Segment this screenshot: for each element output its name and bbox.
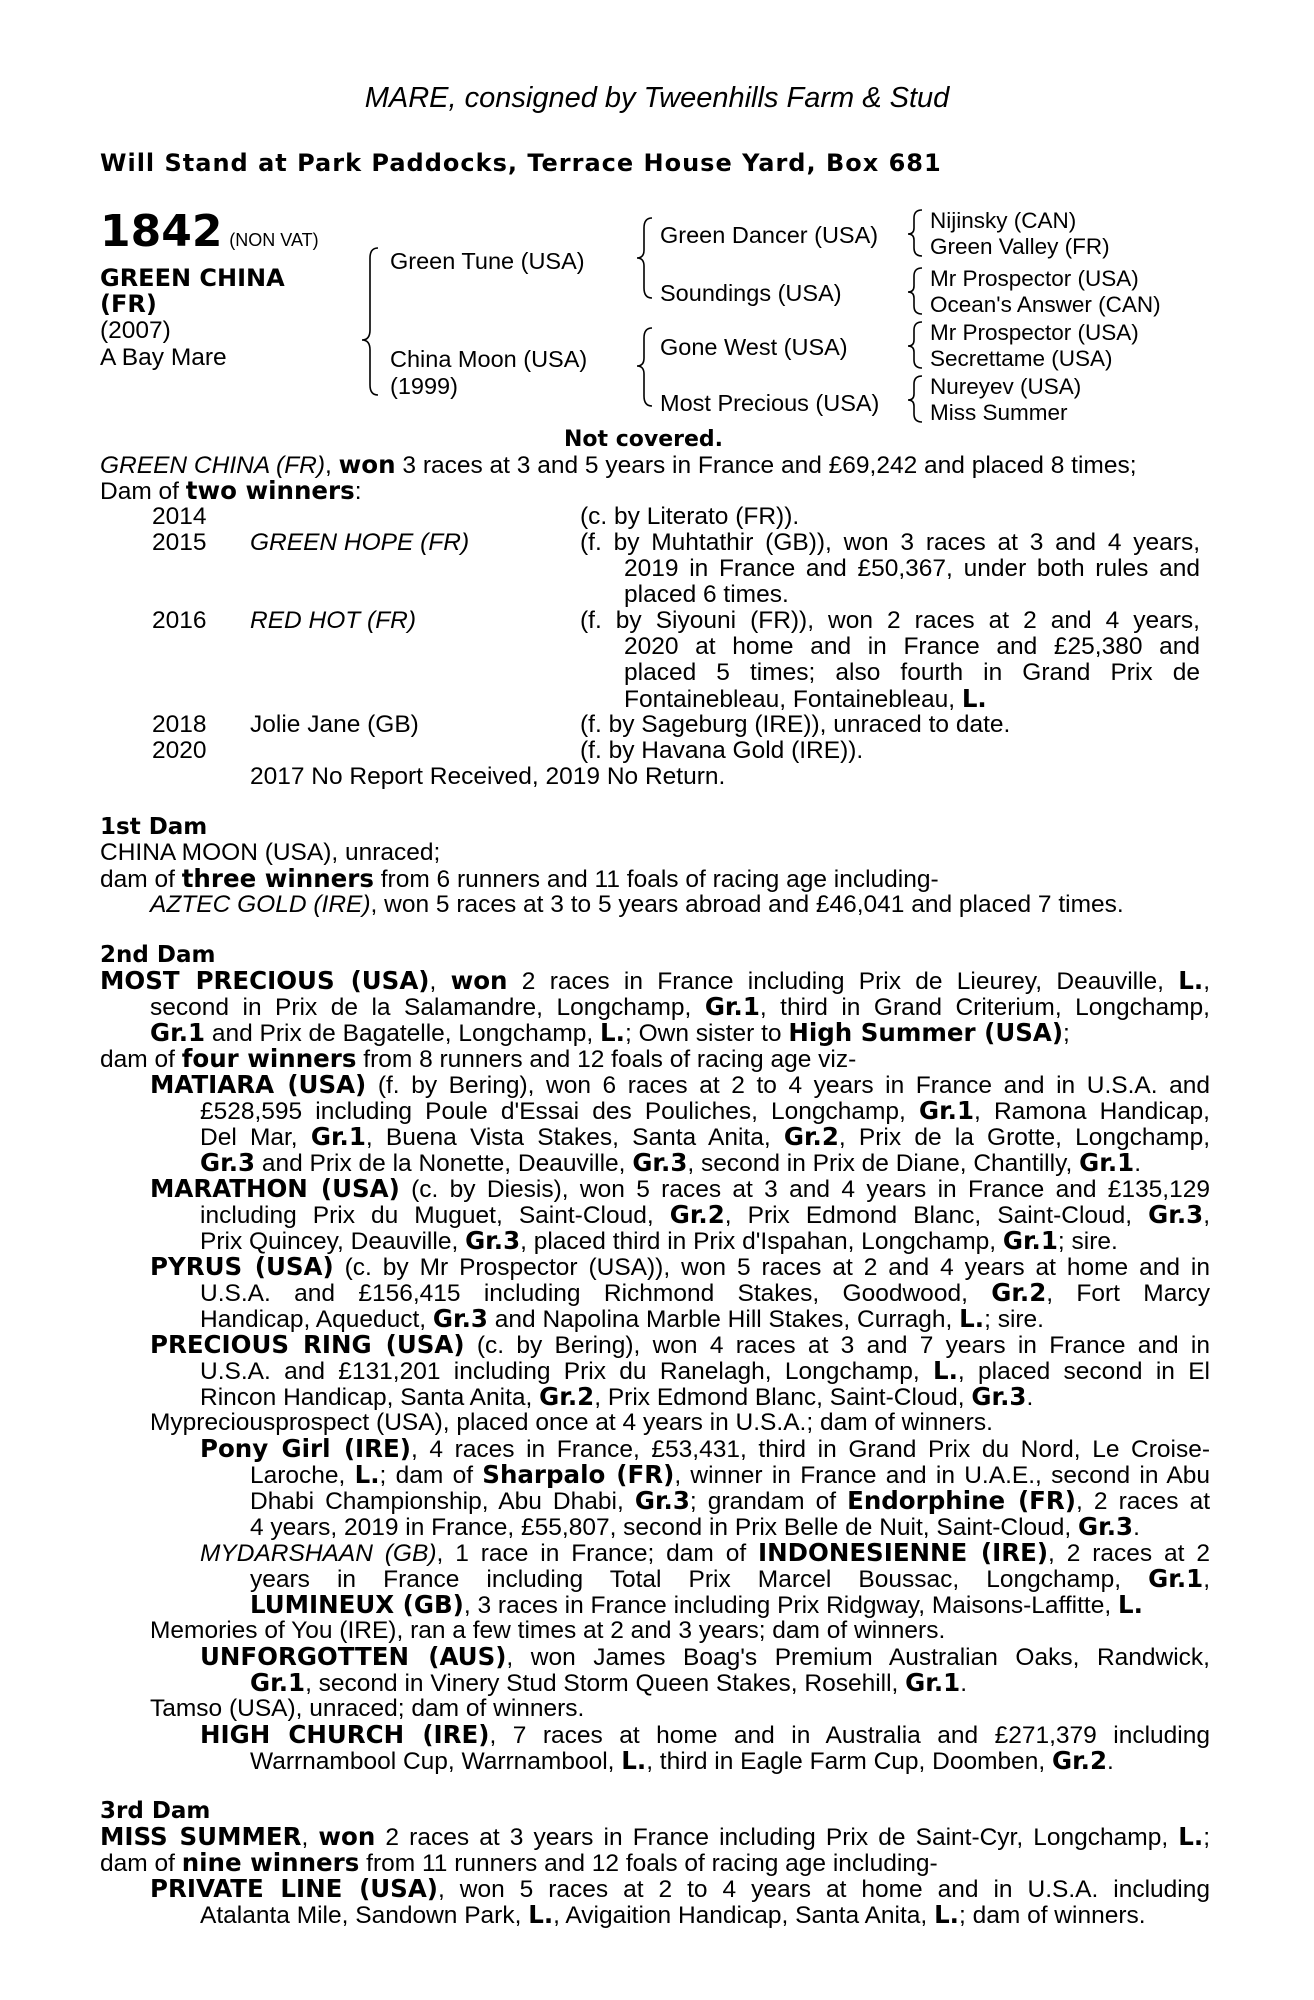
text: , third in Eagle Farm Cup, Doomben, — [646, 1748, 1052, 1775]
produce-record: placed 5 times; also fourth in Grand Prix de — [624, 659, 1200, 686]
text: ; sire. — [1057, 1228, 1118, 1255]
second-dam-line — [100, 1046, 856, 1073]
produce-record: (c. by Literato (FR)). — [580, 503, 800, 530]
race-grade: L. — [934, 1900, 959, 1929]
text: , Prix de la Grotte, Longchamp, — [838, 1124, 1210, 1151]
text: . — [960, 1670, 968, 1697]
first-dam-line — [150, 892, 1124, 918]
text: : — [354, 478, 362, 505]
text: , Prix Edmond Blanc, Saint-Cloud, — [594, 1384, 972, 1411]
text: , Fort Marcy — [1046, 1280, 1210, 1307]
race-grade: Gr.3 — [1078, 1512, 1134, 1541]
text: Fontainebleau, Fontainebleau, — [624, 686, 962, 713]
produce-entry-private-line — [200, 1902, 1146, 1929]
text: , won 5 races at 2 to 4 years at home and in U.S.A. including — [437, 1876, 1210, 1903]
text: and Napolina Marble Hill Stakes, Curragh, — [487, 1306, 960, 1333]
text: (c. by Diesis), won 5 races at 3 and 4 years in France and £135,129 — [399, 1176, 1210, 1203]
produce-entry-marathon — [150, 1176, 1210, 1203]
produce-entry-pyrus — [200, 1280, 1210, 1307]
text: from 6 runners and 11 foals of racing age including- — [373, 866, 939, 893]
horse-name: HIGH CHURCH (IRE) — [200, 1720, 490, 1749]
text: , — [429, 968, 451, 995]
dam-dam: Most Precious (USA) — [660, 390, 880, 416]
sire-sire: Green Dancer (USA) — [660, 222, 879, 248]
text: ; sire. — [984, 1306, 1044, 1333]
race-grade: L. — [933, 1356, 958, 1385]
grandsire-4: Ocean's Answer (CAN) — [930, 292, 1161, 317]
text: , placed second in El — [957, 1358, 1210, 1385]
text: , Buena Vista Stakes, Santa Anita, — [365, 1124, 784, 1151]
race-grade: Gr.2 — [991, 1278, 1047, 1307]
text: , 4 races in France, £53,431, third in Grand Prix du Nord, Le Croise- — [410, 1436, 1210, 1463]
horse-name: PRIVATE LINE (USA) — [150, 1874, 438, 1903]
text: ; dam of winners. — [958, 1902, 1146, 1929]
text: . — [1134, 1150, 1141, 1177]
race-grade: Gr.1 — [1079, 1148, 1135, 1177]
horse-name-line1: GREEN CHINA — [100, 264, 285, 292]
horse-name: INDONESIENNE (IRE) — [758, 1538, 1049, 1567]
text: , 3 races in France including Prix Ridgway, Maisons-Laffitte, — [463, 1592, 1118, 1619]
won-label: won — [318, 1822, 376, 1851]
winners-count: three winners — [181, 864, 374, 893]
text: (c. by Bering), won 4 races at 3 and 7 years in France and in — [464, 1332, 1210, 1359]
text: , — [1203, 1566, 1210, 1593]
produce-record: (f. by Muhtathir (GB)), won 3 races at 3 and 4 years, — [580, 529, 1200, 556]
text: ; dam of — [379, 1462, 483, 1489]
text: Laroche, — [250, 1462, 355, 1489]
produce-year: 2015 — [152, 529, 207, 556]
horse-name-line2: (FR) — [100, 290, 157, 318]
winners-count: nine winners — [181, 1848, 360, 1877]
produce-entry-pyrus — [200, 1306, 1044, 1333]
dam-sire: Gone West (USA) — [660, 334, 848, 360]
produce-record: 2020 at home and in France and £25,380 and — [624, 633, 1200, 660]
text: , — [301, 1824, 319, 1851]
produce-entry-unforgotten — [250, 1670, 967, 1697]
produce-entry-matiara — [200, 1124, 1210, 1151]
produce-record: (f. by Sageburg (IRE)), unraced to date. — [580, 711, 1011, 738]
produce-record: (f. by Havana Gold (IRE)). — [580, 737, 864, 764]
horse-name: Endorphine (FR) — [847, 1486, 1076, 1515]
text: , Ramona Handicap, — [974, 1098, 1210, 1125]
horse-name: MATIARA (USA) — [150, 1070, 367, 1099]
sire-dam: Soundings (USA) — [660, 280, 842, 306]
text: Atalanta Mile, Sandown Park, — [200, 1902, 529, 1929]
race-grade: Gr.2 — [783, 1122, 839, 1151]
produce-entry-mypreciousprospect: Mypreciousprospect (USA), placed once at 4 years in U.S.A.; dam of winners. — [150, 1409, 993, 1436]
text: , 1 race in France; dam of — [436, 1540, 759, 1567]
text: from 11 runners and 12 foals of racing age including- — [359, 1850, 938, 1877]
text: , 2 races at — [1075, 1488, 1210, 1515]
race-grade: Gr.1 — [1148, 1564, 1204, 1593]
consignment-line: MARE, consigned by Tweenhills Farm & Stud — [364, 82, 950, 114]
text: Dam of — [100, 478, 186, 505]
text: , won 5 races at 3 to 5 years abroad and £46,041 and placed 7 times. — [370, 891, 1124, 918]
text: including Prix du Muguet, Saint-Cloud, — [200, 1202, 670, 1229]
third-dam-line — [100, 1824, 1210, 1851]
produce-name: Jolie Jane (GB) — [250, 711, 419, 738]
grandsire-1: Nijinsky (CAN) — [930, 208, 1077, 233]
produce-name: GREEN HOPE (FR) — [250, 529, 470, 556]
race-grade: Gr.1 — [150, 1018, 206, 1047]
produce-entry-mydarshaan — [250, 1566, 1210, 1593]
mare-record-line1: GREEN CHINA (FR), won 3 races at 3 and 5 years in France and £69,242 and placed 8 times; — [100, 450, 1137, 479]
text: U.S.A. and £131,201 including Prix du Ranelagh, Longchamp, — [200, 1358, 933, 1385]
dam-year: (1999) — [390, 373, 458, 399]
race-grade: L. — [959, 1304, 985, 1333]
race-grade: Gr.3 — [465, 1226, 521, 1255]
pedigree-brackets — [0, 0, 1314, 440]
produce-year: 2018 — [152, 711, 207, 738]
produce-entry-matiara — [200, 1098, 1210, 1125]
race-grade: L. — [1178, 1822, 1204, 1851]
text: dam of — [100, 1046, 182, 1073]
horse-name: MYDARSHAAN (GB) — [200, 1540, 437, 1567]
second-dam-line — [150, 1020, 1070, 1047]
grandsire-7: Nureyev (USA) — [930, 374, 1082, 399]
location-line: Will Stand at Park Paddocks, Terrace House Yard, Box 681 — [100, 149, 942, 177]
horse-name: PRECIOUS RING (USA) — [150, 1330, 465, 1359]
text: , Prix Edmond Blanc, Saint-Cloud, — [724, 1202, 1149, 1229]
horse-name: Sharpalo (FR) — [482, 1460, 675, 1489]
race-grade: Gr.2 — [669, 1200, 725, 1229]
produce-entry-pony-girl — [250, 1514, 1140, 1541]
third-dam-heading: 3rd Dam — [100, 1798, 211, 1824]
produce-entry-memories-of-you: Memories of You (IRE), ran a few times at 2 and 3 years; dam of winners. — [150, 1617, 946, 1644]
text: ; Own sister to — [624, 1020, 789, 1047]
produce-entry-precious-ring — [150, 1332, 1210, 1359]
race-grade: Gr.1 — [704, 992, 760, 1021]
text: from 8 runners and 12 foals of racing age viz- — [356, 1046, 857, 1073]
text: dam of — [100, 866, 182, 893]
vat-label: (NON VAT) — [229, 230, 319, 250]
text: Rincon Handicap, Santa Anita, — [200, 1384, 540, 1411]
text: Dhabi Championship, Abu Dhabi, — [250, 1488, 635, 1515]
produce-note: 2017 No Report Received, 2019 No Return. — [250, 763, 726, 790]
won-label: won — [450, 966, 508, 995]
race-grade: Gr.1 — [250, 1668, 306, 1697]
text: . — [1133, 1514, 1140, 1541]
second-dam-line — [150, 994, 1210, 1021]
text: and Prix de Bagatelle, Longchamp, — [205, 1020, 601, 1047]
produce-record — [624, 686, 987, 713]
produce-entry-pony-girl — [250, 1488, 1210, 1515]
text: and Prix de la Nonette, Deauville, — [255, 1150, 633, 1177]
horse-name: MARATHON (USA) — [150, 1174, 400, 1203]
text: ; grandam of — [689, 1488, 848, 1515]
race-grade: L. — [1117, 1590, 1143, 1619]
text: £528,595 including Poule d'Essai des Pouliches, Longchamp, — [200, 1098, 919, 1125]
race-grade: Gr.3 — [200, 1148, 256, 1177]
race-grade: L. — [354, 1460, 380, 1489]
text: years in France including Total Prix Marcel Boussac, Longchamp, — [250, 1566, 1149, 1593]
text: (c. by Mr Prospector (USA)), won 5 races at 2 and 4 years at home and in — [333, 1254, 1211, 1281]
horse-name: High Summer (USA) — [788, 1018, 1064, 1047]
text: 2 races in France including Prix de Lieurey, Deauville, — [507, 968, 1179, 995]
lot-number: 1842 — [100, 206, 223, 257]
produce-year: 2014 — [152, 503, 207, 530]
produce-record: 2019 in France and £50,367, under both rules and — [624, 555, 1200, 582]
horse-name: MOST PRECIOUS (USA) — [100, 966, 430, 995]
text: , placed third in Prix d'Ispahan, Longchamp, — [520, 1228, 1003, 1255]
race-grade: Gr.3 — [632, 1148, 688, 1177]
race-grade: L. — [961, 684, 987, 713]
first-dam-heading: 1st Dam — [100, 814, 208, 840]
produce-entry-pyrus — [150, 1254, 1210, 1281]
race-grade: L. — [528, 1900, 554, 1929]
race-grade: Gr.1 — [310, 1122, 366, 1151]
produce-entry-matiara — [150, 1072, 1210, 1099]
text: , 2 races at 2 — [1048, 1540, 1210, 1567]
text: , winner in France and in U.A.E., second in Abu — [674, 1462, 1210, 1489]
horse-name: MISS SUMMER — [100, 1822, 302, 1851]
grandsire-3: Mr Prospector (USA) — [930, 266, 1139, 291]
third-dam-line — [100, 1850, 938, 1877]
text: , third in Grand Criterium, Longchamp, — [759, 994, 1210, 1021]
race-grade: Gr.1 — [918, 1096, 975, 1125]
produce-year: 2020 — [152, 737, 207, 764]
text: 4 years, 2019 in France, £55,807, second in Prix Belle de Nuit, Saint-Cloud, — [250, 1514, 1079, 1541]
mare-name: GREEN CHINA (FR) — [100, 452, 326, 479]
produce-entry-mydarshaan — [200, 1540, 1210, 1567]
text: U.S.A. and £156,415 including Richmond Stakes, Goodwood, — [200, 1280, 992, 1307]
text: , — [1203, 1202, 1210, 1229]
produce-record: (f. by Siyouni (FR)), won 2 races at 2 and 4 years, — [580, 607, 1200, 634]
text: dam of — [100, 1850, 182, 1877]
text: , won James Boag's Premium Australian Oaks, Randwick, — [506, 1644, 1210, 1671]
produce-year: 2016 — [152, 607, 207, 634]
race-grade: Gr.3 — [634, 1486, 690, 1515]
horse-name: AZTEC GOLD (IRE) — [150, 891, 371, 918]
produce-entry-matiara — [200, 1150, 1141, 1177]
text: ; — [1203, 1824, 1210, 1851]
text: Del Mar, — [200, 1124, 311, 1151]
race-grade: Gr.1 — [1002, 1226, 1058, 1255]
race-grade: Gr.1 — [905, 1668, 961, 1697]
produce-name: RED HOT (FR) — [250, 607, 417, 634]
grandsire-8: Miss Summer — [930, 400, 1068, 425]
produce-entry-unforgotten — [200, 1644, 1210, 1671]
second-dam-line — [100, 968, 1210, 995]
text: (f. by Bering), won 6 races at 2 to 4 years in France and in U.S.A. and — [366, 1072, 1210, 1099]
grandsire-5: Mr Prospector (USA) — [930, 320, 1139, 345]
covered-status: Not covered. — [564, 427, 723, 452]
race-grade: Gr.3 — [432, 1304, 488, 1333]
text: , 7 races at home and in Australia and £271,379 including — [489, 1722, 1210, 1749]
grandsire-2: Green Valley (FR) — [930, 234, 1110, 259]
produce-entry-precious-ring — [200, 1358, 1210, 1385]
text: . — [1107, 1748, 1114, 1775]
text: second in Prix de la Salamandre, Longchamp, — [150, 994, 705, 1021]
race-grade: Gr.3 — [971, 1382, 1027, 1411]
mare-record-text: 3 races at 3 and 5 years in France and £69,242 and placed 8 times; — [395, 452, 1137, 479]
winners-count: two winners — [185, 476, 355, 505]
first-dam-line: CHINA MOON (USA), unraced; — [100, 839, 441, 866]
horse-name: UNFORGOTTEN (AUS) — [200, 1642, 507, 1671]
produce-entry-mydarshaan — [250, 1592, 1143, 1619]
produce-entry-pony-girl — [200, 1436, 1210, 1463]
text: . — [1026, 1384, 1034, 1411]
text: , second in Prix de Diane, Chantilly, — [687, 1150, 1080, 1177]
sire: Green Tune (USA) — [390, 248, 585, 274]
produce-entry-private-line — [150, 1876, 1210, 1903]
horse-name: LUMINEUX (GB) — [250, 1590, 464, 1619]
dam: China Moon (USA) — [390, 346, 588, 372]
produce-entry-high-church — [200, 1722, 1210, 1749]
text: , Avigaition Handicap, Santa Anita, — [553, 1902, 935, 1929]
text: , second in Vinery Stud Storm Queen Stakes, Rosehill, — [305, 1670, 906, 1697]
text: Prix Quincey, Deauville, — [200, 1228, 466, 1255]
produce-record: placed 6 times. — [624, 581, 789, 608]
race-grade: L. — [600, 1018, 625, 1047]
text: Handicap, Aqueduct, — [200, 1306, 433, 1333]
grandsire-6: Secrettame (USA) — [930, 346, 1113, 371]
race-grade: Gr.2 — [1051, 1746, 1108, 1775]
second-dam-heading: 2nd Dam — [100, 942, 216, 968]
text: 2 races at 3 years in France including Prix de Saint-Cyr, Longchamp, — [375, 1824, 1179, 1851]
horse-description: A Bay Mare — [100, 344, 227, 371]
produce-entry-high-church — [250, 1748, 1114, 1775]
race-grade: Gr.3 — [1148, 1200, 1204, 1229]
horse-name: PYRUS (USA) — [150, 1252, 334, 1281]
text: ; — [1063, 1020, 1070, 1047]
produce-entry-precious-ring — [200, 1384, 1033, 1411]
text: , — [1203, 968, 1210, 995]
race-grade: L. — [621, 1746, 647, 1775]
race-grade: Gr.2 — [539, 1382, 595, 1411]
produce-entry-pony-girl — [250, 1462, 1210, 1489]
produce-entry-marathon — [200, 1202, 1210, 1229]
mare-record-line2 — [100, 478, 362, 505]
first-dam-line — [100, 866, 939, 893]
horse-year: (2007) — [100, 317, 171, 344]
won-label: won — [338, 450, 396, 479]
produce-entry-tamso: Tamso (USA), unraced; dam of winners. — [150, 1695, 585, 1722]
horse-name: Pony Girl (IRE) — [200, 1434, 411, 1463]
winners-count: four winners — [181, 1044, 357, 1073]
produce-entry-marathon — [200, 1228, 1118, 1255]
race-grade: L. — [1178, 966, 1204, 995]
text: Warrnambool Cup, Warrnambool, — [250, 1748, 622, 1775]
